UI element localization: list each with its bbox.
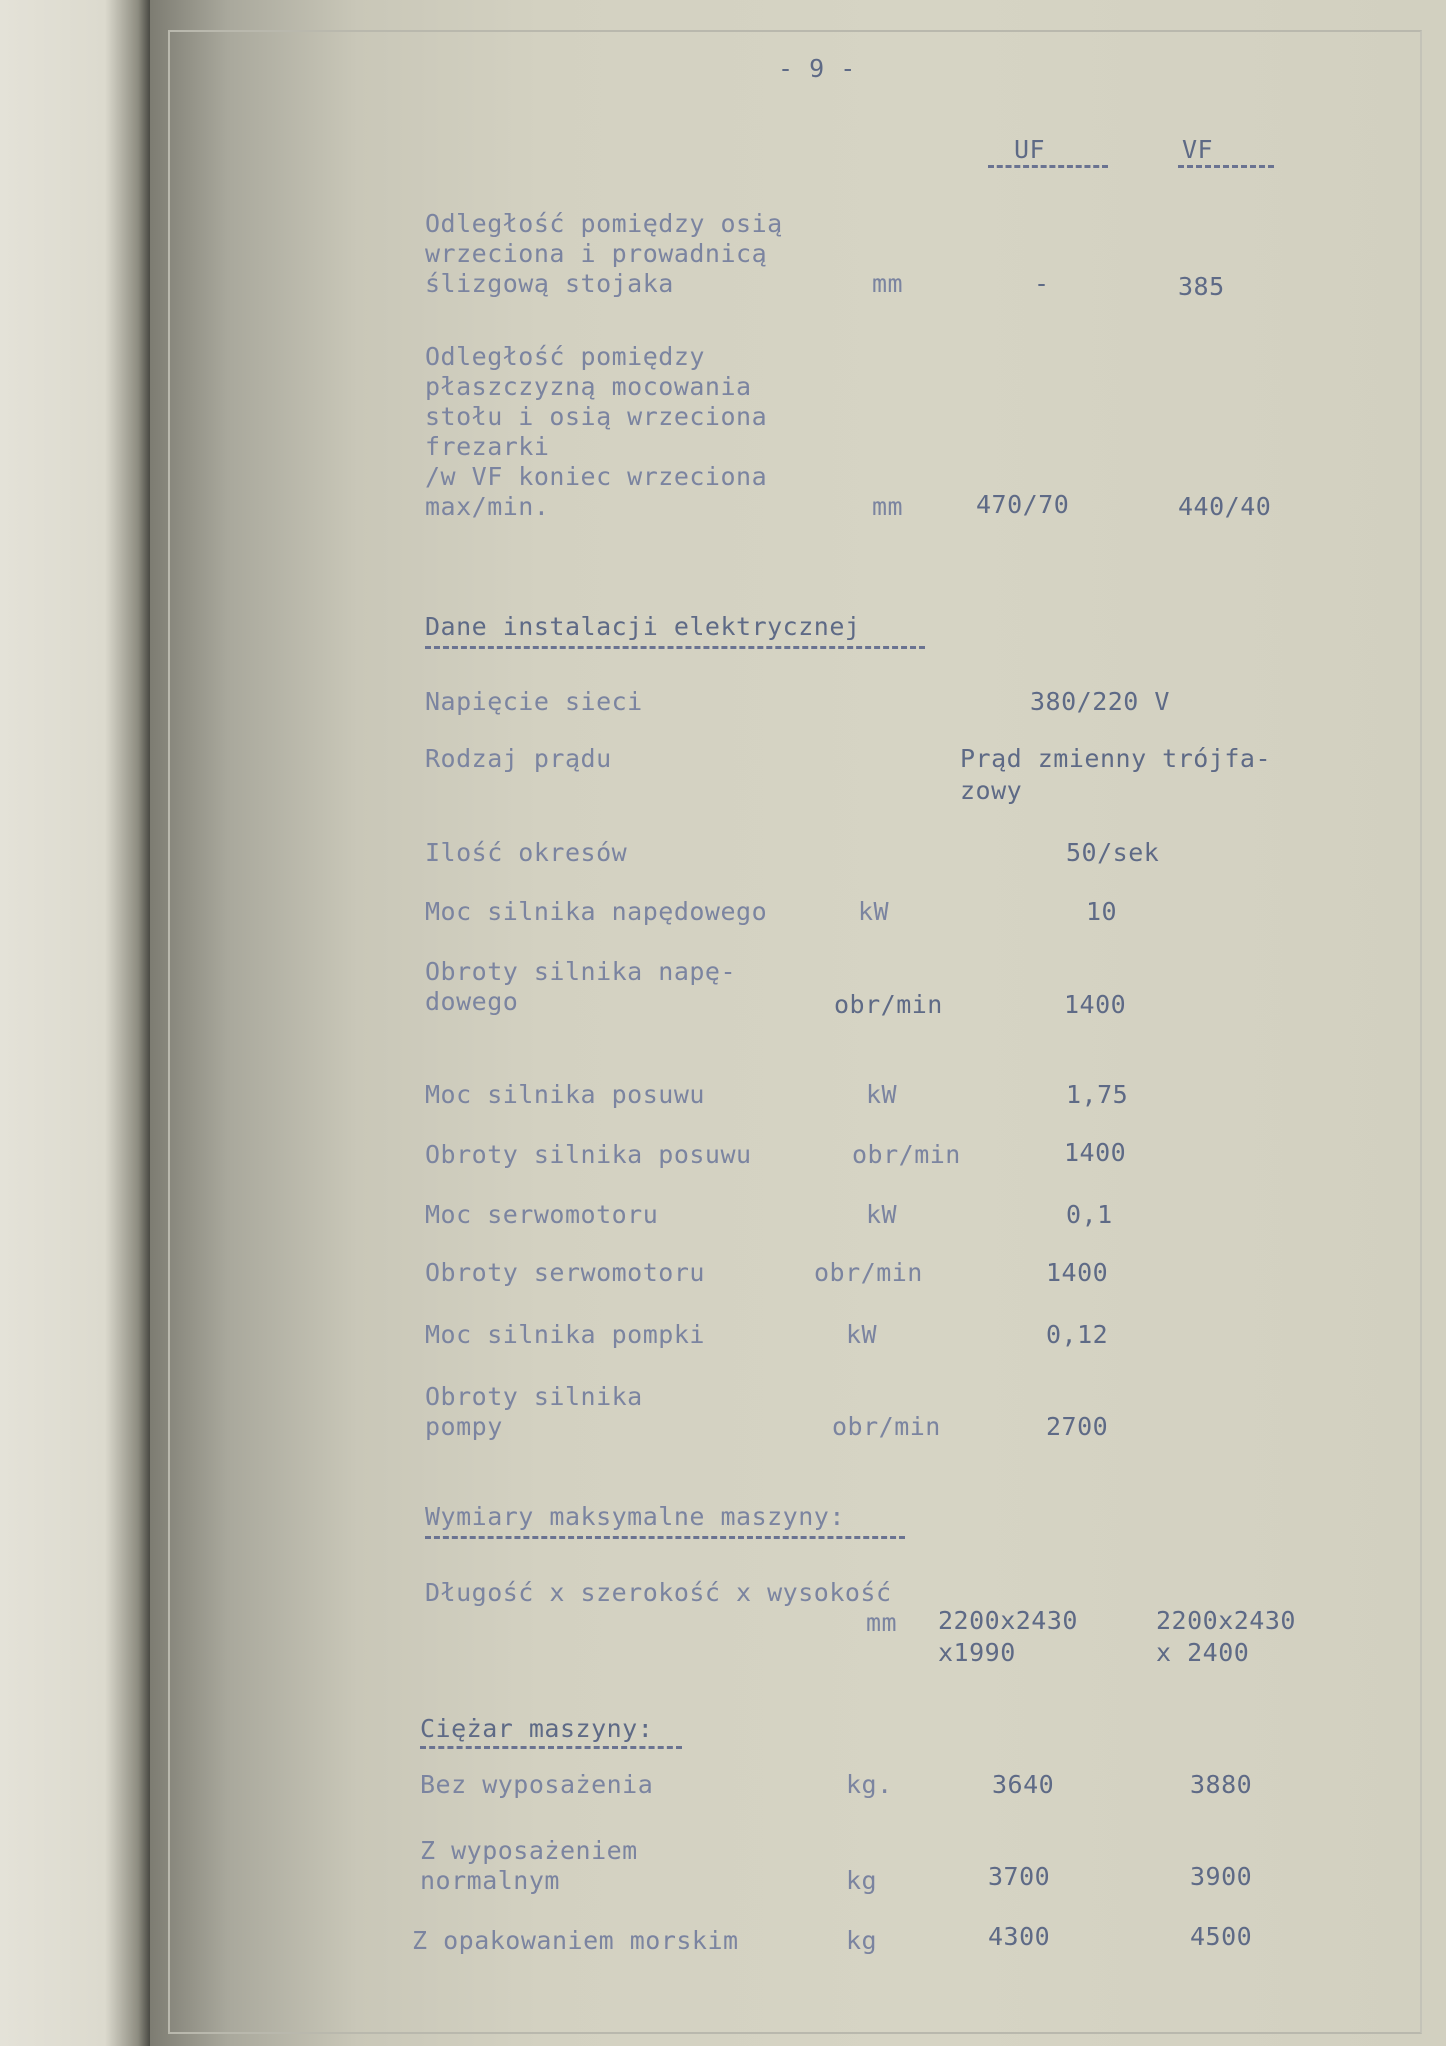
spec-label-line: max/min. — [425, 492, 550, 521]
spec-value-vf: 440/40 — [1178, 492, 1272, 521]
spec-label-line: płaszczyzną mocowania — [425, 372, 752, 401]
spec-unit: kW — [866, 1080, 898, 1109]
spec-label: Z opakowaniem morskim — [412, 1926, 739, 1955]
spec-label-line: Odległość pomiędzy — [425, 342, 705, 371]
spec-unit: kW — [858, 897, 890, 926]
spec-label-line: dowego — [425, 987, 519, 1016]
spec-label: Ilość okresów — [425, 838, 628, 867]
spec-label-line: wrzeciona i prowadnicą — [425, 239, 768, 268]
spec-unit: obr/min — [814, 1258, 923, 1287]
spec-label-line: pompy — [425, 1412, 503, 1441]
spec-value-vf: 3900 — [1190, 1862, 1253, 1891]
section-heading-underline — [425, 1536, 905, 1539]
spec-label: Rodzaj prądu — [425, 744, 612, 773]
spec-value-vf: 3880 — [1190, 1770, 1253, 1799]
spec-label-line: normalnym — [420, 1866, 560, 1895]
column-header-uf-underline — [988, 165, 1108, 168]
page-number: - 9 - — [778, 54, 856, 83]
spec-value-uf: - — [1034, 269, 1050, 298]
spec-unit: obr/min — [832, 1412, 941, 1441]
spec-value: 0,12 — [1046, 1320, 1109, 1349]
spec-value: 10 — [1086, 897, 1118, 926]
page-frame — [168, 30, 1422, 2034]
section-heading-electrical: Dane instalacji elektrycznej — [425, 612, 861, 641]
spec-value-uf-line: x1990 — [938, 1638, 1016, 1667]
spec-label: Moc silnika pompki — [425, 1320, 705, 1349]
spec-label: Moc serwomotoru — [425, 1200, 659, 1229]
spec-label: Napięcie sieci — [425, 687, 643, 716]
spec-unit: kW — [846, 1320, 878, 1349]
spec-label-line: ślizgową stojaka — [425, 269, 674, 298]
spec-value-uf-line: 2200x2430 — [938, 1606, 1078, 1635]
column-header-vf-underline — [1178, 165, 1274, 168]
spec-value-uf: 4300 — [988, 1922, 1051, 1951]
spec-label-line: Obroty silnika — [425, 1382, 643, 1411]
section-heading-underline — [425, 646, 925, 649]
spec-unit: kg — [846, 1926, 878, 1955]
spec-value-line: zowy — [960, 776, 1023, 805]
spec-label: Długość x szerokość x wysokość — [425, 1578, 892, 1607]
spec-value: 50/sek — [1066, 838, 1160, 867]
spec-value-vf-line: 2200x2430 — [1156, 1606, 1296, 1635]
spec-value: 1400 — [1046, 1258, 1109, 1287]
spec-label-line: Obroty silnika napę- — [425, 957, 737, 986]
spec-label: Obroty serwomotoru — [425, 1258, 705, 1287]
spec-unit: mm — [872, 492, 904, 521]
spec-label-line: stołu i osią wrzeciona — [425, 402, 768, 431]
section-heading-dimensions: Wymiary maksymalne maszyny: — [425, 1502, 845, 1531]
spec-value: 1400 — [1064, 990, 1127, 1019]
spec-label-line: Z wyposażeniem — [420, 1836, 638, 1865]
spec-unit: kg — [846, 1866, 878, 1895]
section-heading-underline — [420, 1746, 682, 1749]
spec-value-line: Prąd zmienny trójfa- — [960, 744, 1272, 773]
spec-value-vf: 385 — [1178, 272, 1225, 301]
spec-label-line: Odległość pomiędzy osią — [425, 209, 783, 238]
spec-unit: mm — [872, 269, 904, 298]
spec-unit: obr/min — [852, 1140, 961, 1169]
spec-label: Obroty silnika posuwu — [425, 1140, 752, 1169]
spec-value: 1400 — [1064, 1138, 1127, 1167]
spec-value: 380/220 V — [1030, 687, 1170, 716]
column-header-vf: VF — [1182, 135, 1214, 164]
spec-unit: kW — [866, 1200, 898, 1229]
section-heading-weight: Ciężar maszyny: — [420, 1714, 654, 1743]
spec-unit: kg. — [846, 1770, 893, 1799]
spec-value-vf-line: x 2400 — [1156, 1638, 1250, 1667]
spec-value-uf: 470/70 — [976, 490, 1070, 519]
spec-unit: mm — [866, 1608, 898, 1637]
spec-value: 2700 — [1046, 1412, 1109, 1441]
spec-label-line: /w VF koniec wrzeciona — [425, 462, 768, 491]
spec-label: Moc silnika posuwu — [425, 1080, 705, 1109]
spec-value: 0,1 — [1066, 1200, 1113, 1229]
spec-value: 1,75 — [1066, 1080, 1129, 1109]
spec-label: Moc silnika napędowego — [425, 897, 768, 926]
left-margin-strip — [0, 0, 150, 2046]
spec-value-uf: 3640 — [992, 1770, 1055, 1799]
spec-unit: obr/min — [834, 990, 943, 1019]
spec-label-line: frezarki — [425, 432, 550, 461]
spec-value-uf: 3700 — [988, 1862, 1051, 1891]
spec-value-vf: 4500 — [1190, 1922, 1253, 1951]
column-header-uf: UF — [1014, 135, 1046, 164]
spec-label: Bez wyposażenia — [420, 1770, 654, 1799]
